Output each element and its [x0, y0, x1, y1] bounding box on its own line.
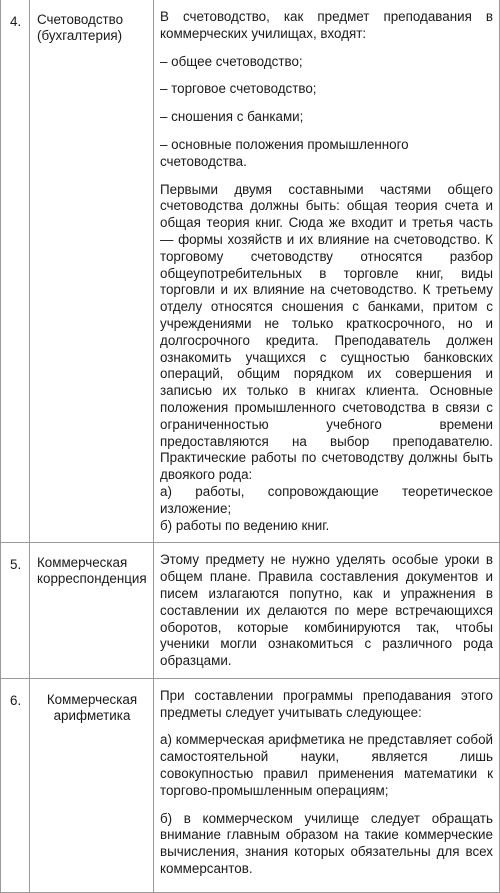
intro-paragraph: При составлении программы преподавания этого предметы следует учитывать следующее:	[160, 687, 493, 720]
table-row	[1, 678, 500, 892]
intro-paragraph: В счетоводство, как предмет преподавания в коммерческих училищах, входят:	[160, 9, 493, 41]
point-b: б) в коммерческом училище следует обращать внимание главным образом на такие коммерческие вычисления, знания которых обязательны для всех коммерсантов.	[160, 810, 493, 877]
list-item: – основные положения промышленного счетоводства.	[160, 136, 409, 169]
list-item: – общее счетоводство;	[160, 53, 303, 69]
sub-item-b: б) работы по ведению книг.	[160, 517, 330, 533]
subject-name: Коммерческая арифметика	[30, 678, 154, 892]
list-item: – сношения с банками;	[160, 109, 304, 125]
subject-description	[154, 678, 500, 892]
subject-name: Коммерческая корреспонденция	[30, 543, 154, 679]
point-a: а) коммерческая арифметика не представляет собой самостоятельной науки, является лишь совокупностью правил применения математики к торгово-промышленным операциям;	[160, 732, 493, 798]
list-item: – торговое счетоводство;	[160, 81, 317, 97]
subject-name: Счетоводство (бухгалтерия)	[30, 0, 154, 543]
subject-description	[154, 0, 500, 543]
sub-item-a: а) работы, сопровождающие теоретическое изложение;	[160, 483, 493, 516]
table-row	[1, 0, 500, 543]
row-number: 5.	[1, 543, 30, 679]
row-number: 6.	[1, 678, 30, 892]
body-paragraph: Первыми двумя составными частями общего счетоводства должны быть: общая теория счета и общая теория книг. Сюда же входит и третья часть — формы хозяйств и их влияние на счетоводство. К торговому счетоводству относятся разбор общеупотребительных в торговле книг, виды торговли и их влияние на счетоводство. К третьему отделу относятся сношения с банками, притом с учреждениями не только краткосрочного, но и долгосрочного кредита. Преподаватель должен ознакомить учащихся с сущностью банковских операций, общим порядком их совершения и записью их только в книгах клиента. Основные положения промышленного счетоводства в связи с ограниченностью учебного времени предоставляются на выбор преподавателю. Практические работы по счетоводству должны быть двоякого рода:	[160, 181, 493, 483]
row-number: 4.	[1, 0, 30, 543]
subject-description	[154, 543, 500, 679]
body-paragraph: Этому предмету не нужно уделять особые уроки в общем плане. Правила составления документов и писем излагаются попутно, как и упражнения в составлении их делаются по мере встречающихся оборотов, которые комбинируются так, чтобы ученики могли ознакомиться с различного рода образцами.	[160, 552, 493, 669]
table-row	[1, 543, 500, 679]
